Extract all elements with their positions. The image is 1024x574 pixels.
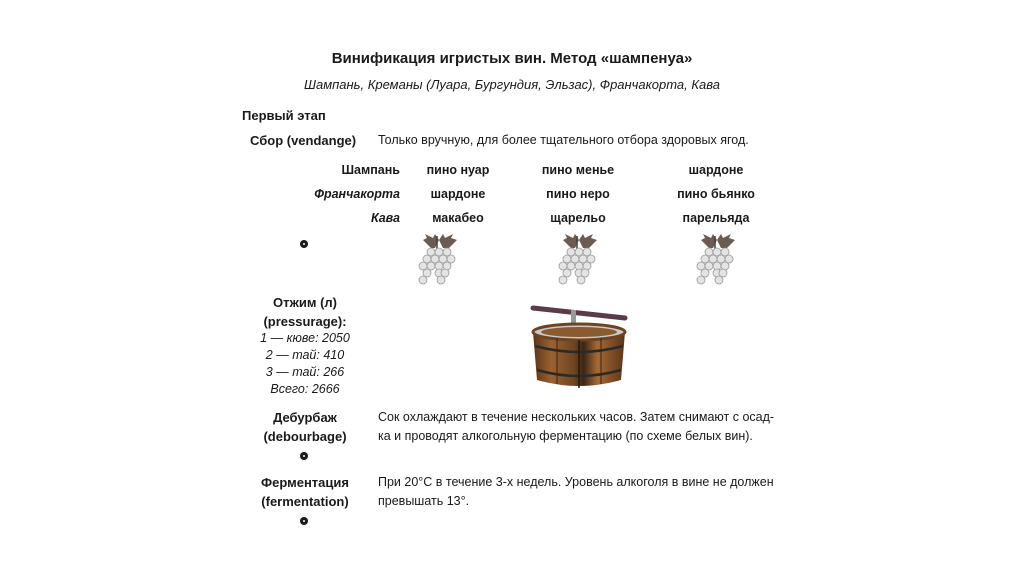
grape-cell: пино бьянко bbox=[677, 187, 755, 201]
fermentation-description-1: При 20°С в течение 3-х недель. Уровень алкоголя в вине не должен bbox=[378, 475, 774, 489]
grape-cluster-icon bbox=[691, 234, 747, 290]
pressing-volume: 2 — тай: 410 bbox=[265, 348, 345, 362]
grape-cluster-icon bbox=[553, 234, 609, 290]
page-subtitle: Шампань, Креманы (Луара, Бургундия, Эльзас), Франчакорта, Кава bbox=[304, 77, 720, 92]
grape-cell: шардоне bbox=[430, 187, 486, 201]
wine-press-icon bbox=[527, 302, 631, 388]
debourbage-description-1: Сок охлаждают в течение нескольких часов. Затем снимают с осад- bbox=[378, 410, 775, 424]
grape-leaves bbox=[563, 234, 597, 250]
grape-cell: макабео bbox=[432, 211, 484, 225]
pressing-volume: Всего: 2666 bbox=[270, 382, 340, 396]
grape-cluster-icon bbox=[413, 234, 469, 290]
grape-cell: шардоне bbox=[688, 163, 744, 177]
harvest-description: Только вручную, для более тщательного отбора здоровых ягод. bbox=[378, 133, 749, 147]
grape-cell: пино нуар bbox=[426, 163, 490, 177]
fermentation-description-2: превышать 13°. bbox=[378, 494, 470, 508]
grape-cell: щарельо bbox=[550, 211, 606, 225]
region-franciacorta: Франчакорта bbox=[314, 187, 400, 201]
pressing-label-2: (pressurage): bbox=[263, 314, 347, 329]
pressing-label-1: Отжим (л) bbox=[273, 295, 337, 310]
harvest-label: Сбор (vendange) bbox=[250, 133, 357, 148]
grape-cell: парельяда bbox=[682, 211, 750, 225]
page-title: Винификация игристых вин. Метод «шампенуа» bbox=[331, 50, 693, 67]
debourbage-label-1: Дебурбаж bbox=[273, 410, 337, 425]
region-champagne: Шампань bbox=[341, 163, 400, 177]
pressing-volume: 3 — тай: 266 bbox=[265, 365, 345, 379]
bullet-icon bbox=[300, 240, 308, 248]
debourbage-label-2: (debourbage) bbox=[263, 429, 347, 444]
pressing-volume: 1 — кюве: 2050 bbox=[260, 331, 350, 345]
grape-leaves bbox=[701, 234, 735, 250]
grape-leaves bbox=[423, 234, 457, 250]
fermentation-label-1: Ферментация bbox=[261, 475, 349, 490]
stage-heading: Первый этап bbox=[242, 108, 326, 123]
fermentation-label-2: (fermentation) bbox=[261, 494, 349, 509]
grape-cell: пино менье bbox=[541, 163, 615, 177]
bullet-icon bbox=[300, 517, 308, 525]
bullet-icon bbox=[300, 452, 308, 460]
debourbage-description-2: ка и проводят алкогольную ферментацию (по схеме белых вин). bbox=[378, 429, 753, 443]
grape-cell: пино неро bbox=[546, 187, 610, 201]
region-cava: Кава bbox=[371, 211, 400, 225]
